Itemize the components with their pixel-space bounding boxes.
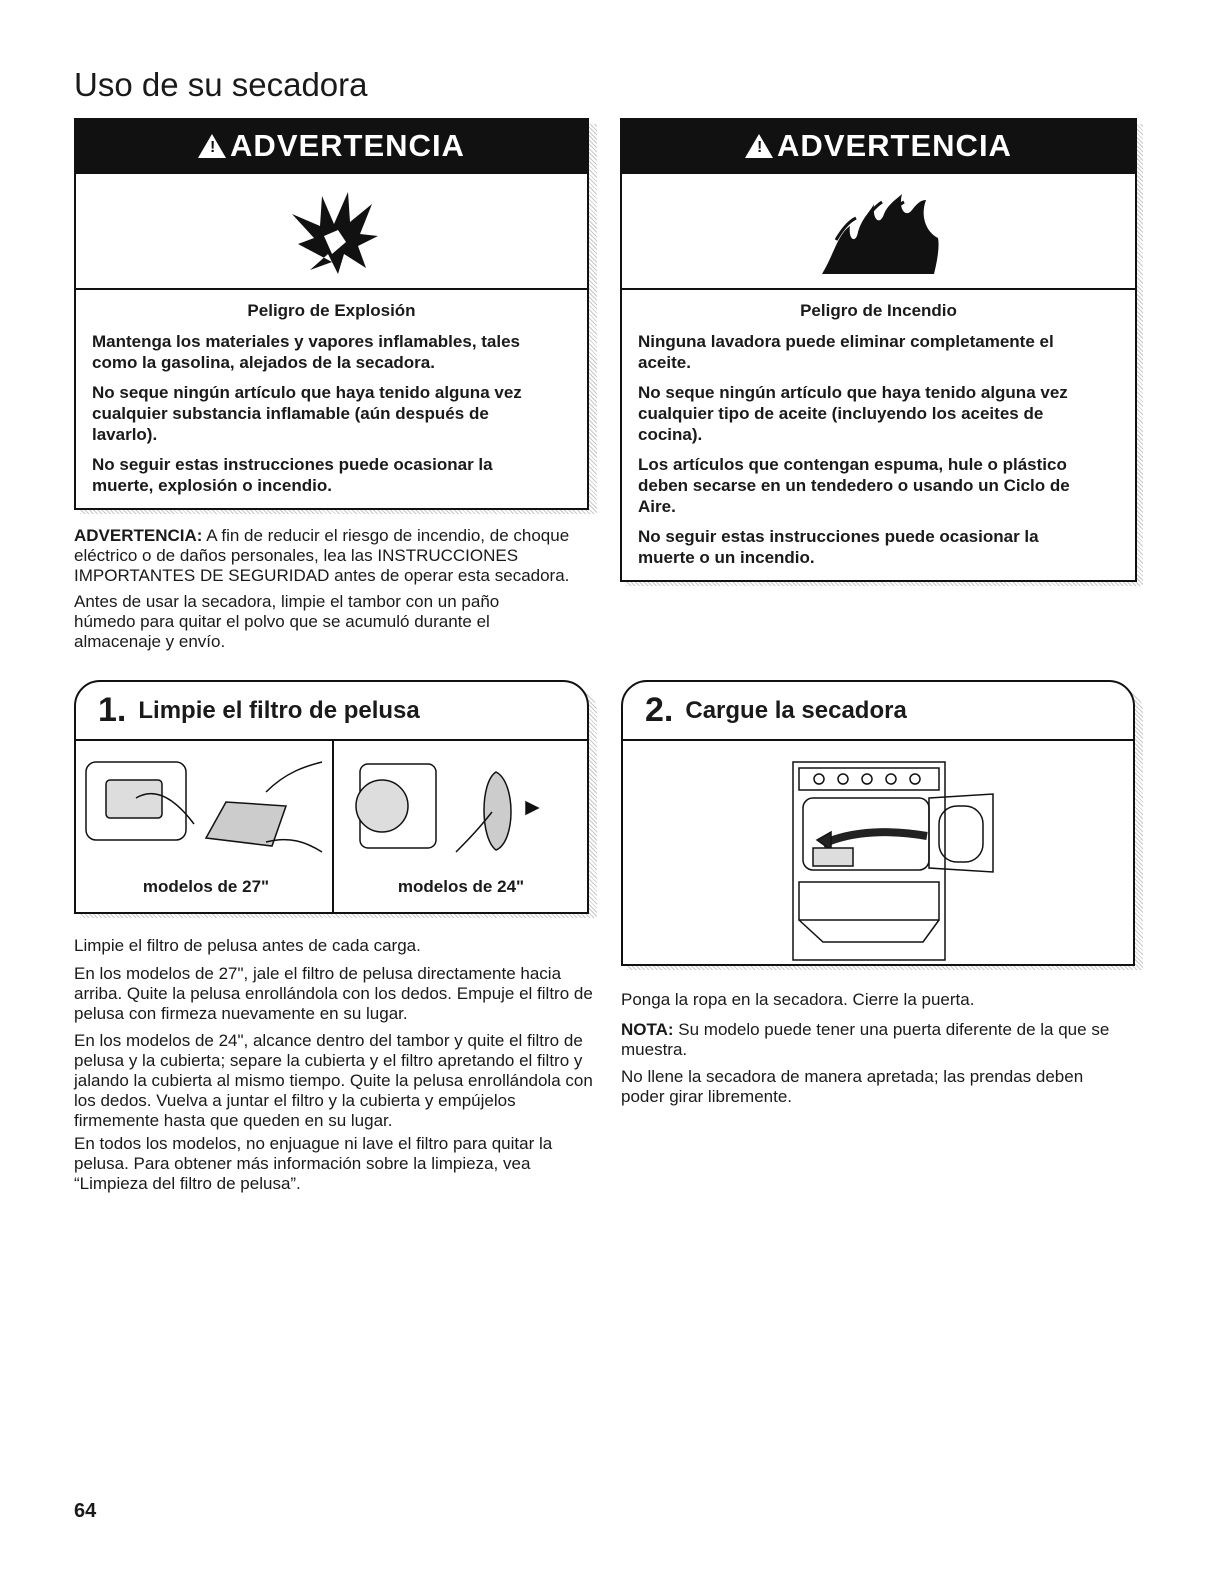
step1-box [74, 680, 589, 914]
warning-box-fire [620, 118, 1137, 582]
fire-icon [622, 174, 1135, 288]
step1-header [76, 682, 587, 741]
page-number: 64 [74, 1500, 97, 1522]
warning-line: Ninguna lavadora puede eliminar completamente el aceite. [638, 332, 1054, 372]
step-number: 2. [645, 691, 674, 729]
step2-paragraph: No llene la secadora de manera apretada; las prendas deben poder girar libremente. [621, 1067, 1084, 1106]
step2-paragraph: Ponga la ropa en la secadora. Cierre la puerta. [621, 990, 975, 1009]
step1-paragraph: Limpie el filtro de pelusa antes de cada carga. [74, 936, 421, 955]
step-number: 1. [98, 691, 127, 729]
warning-line: No seguir estas instrucciones puede ocasionar la muerte, explosión o incendio. [92, 455, 493, 495]
lint-filter-illustration [76, 742, 587, 872]
intro-prep: Antes de usar la secadora, limpie el tambor con un paño húmedo para quitar el polvo que se acumuló durante el almacenaje y envío. [74, 592, 500, 651]
step2-header [623, 682, 1133, 741]
warning-box-explosion [74, 118, 589, 510]
caption-27: modelos de 27" [142, 877, 270, 896]
intro-warning: ADVERTENCIA: A fin de reducir el riesgo de incendio, de choque eléctrico o de daños personales, lea las INSTRUCCIONES IMPORTANTES DE SEGURIDAD antes de operar esta secadora. [74, 526, 570, 585]
warning-header: ! ADVERTENCIA [622, 120, 1135, 174]
step1-paragraph: En los modelos de 27", jale el filtro de pelusa directamente hacia arriba. Quite la pelusa enrollándola con los dedos. Empuje el filtro de pelusa con firmeza nuevamente en su lugar. [74, 964, 593, 1023]
step1-paragraph: En los modelos de 24", alcance dentro del tambor y quite el filtro de pelusa y la cubierta; separe la cubierta y el filtro apretando el filtro y jalando la cubierta al mismo tiempo. Quite la pelusa enrollándola con los dedos. Vuelva a juntar el filtro y la cubierta y empújelos firmemente hasta que queden en su lugar. [74, 1031, 593, 1130]
explosion-icon [76, 174, 587, 288]
warning-line: No seguir estas instrucciones puede ocasionar la muerte o un incendio. [638, 527, 1039, 567]
step-title: Limpie el filtro de pelusa [138, 696, 420, 724]
caption-24: modelos de 24" [397, 877, 525, 896]
step2-note: NOTA: Su modelo puede tener una puerta diferente de la que se muestra. [621, 1020, 1110, 1059]
page-title: Uso de su secadora [74, 66, 368, 103]
dryer-loading-illustration [623, 742, 1133, 962]
warning-triangle-icon: ! [745, 134, 773, 158]
step-title: Cargue la secadora [685, 696, 907, 724]
warning-line: Los artículos que contengan espuma, hule o plástico deben secarse en un tendedero o usando un Ciclo de Aire. [638, 455, 1070, 516]
warning-body [622, 290, 1135, 585]
warning-header: ! ADVERTENCIA [76, 120, 587, 174]
warning-body [76, 290, 587, 513]
step1-paragraph: En todos los modelos, no enjuague ni lave el filtro para quitar la pelusa. Para obtener más información sobre la limpieza, vea “Limpieza del filtro de pelusa”. [74, 1134, 553, 1193]
step2-box [621, 680, 1135, 966]
warning-line: No seque ningún artículo que haya tenido alguna vez cualquier tipo de aceite (incluyendo los aceites de cocina). [638, 383, 1068, 444]
warning-line: Mantenga los materiales y vapores inflamables, tales como la gasolina, alejados de la secadora. [92, 332, 521, 372]
hazard-title: Peligro de Explosión [247, 301, 416, 320]
warning-line: No seque ningún artículo que haya tenido alguna vez cualquier substancia inflamable (aún después de lavarlo). [92, 383, 522, 444]
warning-triangle-icon: ! [198, 134, 226, 158]
hazard-title: Peligro de Incendio [800, 301, 957, 320]
explosion-pictogram [76, 174, 587, 290]
fire-pictogram [622, 174, 1135, 290]
